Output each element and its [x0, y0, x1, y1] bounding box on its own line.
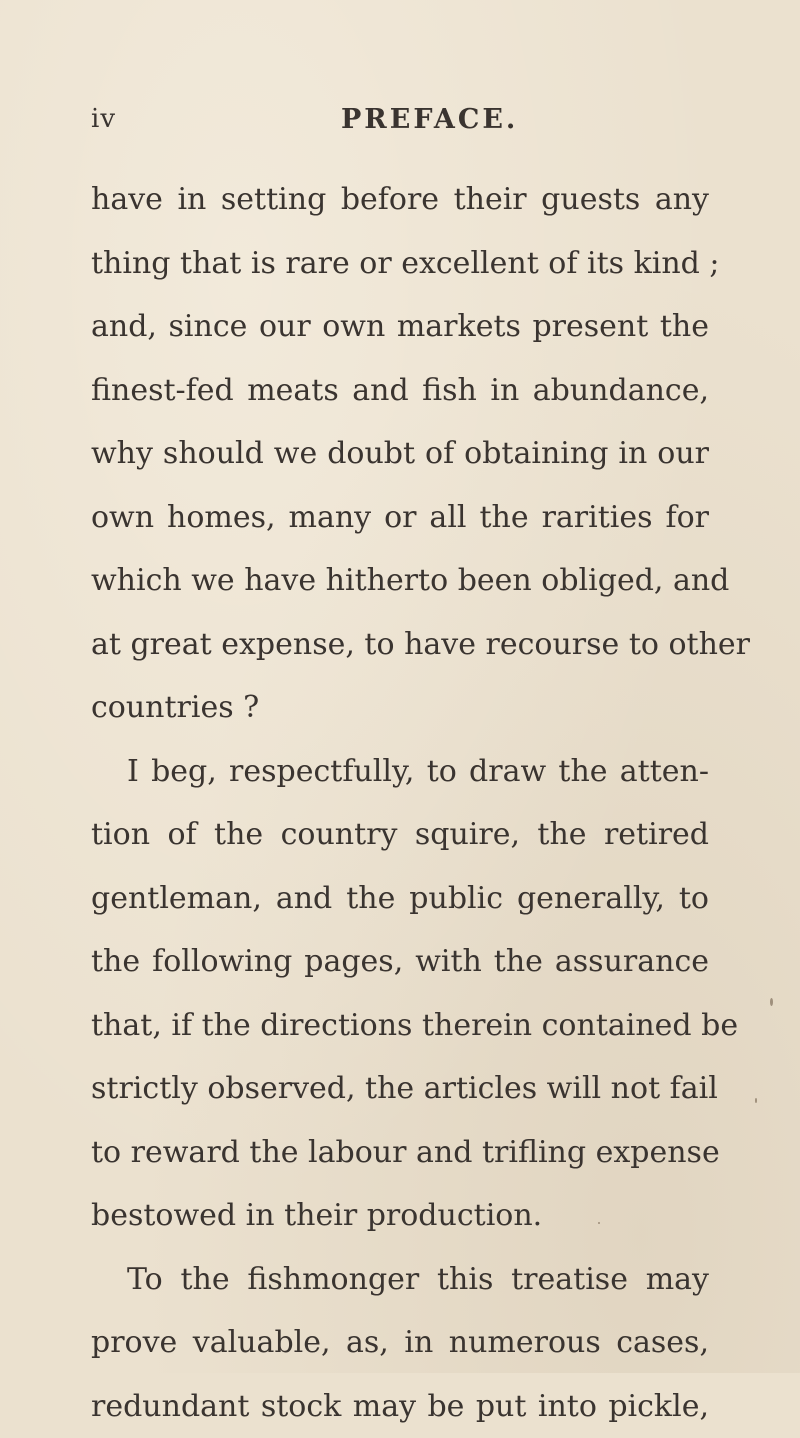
text-line: which we have hitherto been obliged, and	[91, 549, 709, 613]
text-line: own homes, many or all the rarities for	[91, 486, 709, 550]
text-line: that, if the directions therein contained be	[91, 994, 709, 1058]
text-line: I beg, respectfully, to draw the atten-	[91, 740, 709, 804]
page-header	[91, 104, 711, 144]
text-line: to reward the labour and trifling expense	[91, 1121, 709, 1185]
text-line: countries ?	[91, 676, 709, 740]
text-line: why should we doubt of obtaining in our	[91, 422, 709, 486]
text-line: bestowed in their production.	[91, 1184, 709, 1248]
text-line: at great expense, to have recourse to other	[91, 613, 709, 677]
paper-speck	[770, 998, 773, 1006]
text-line: prove valuable, as, in numerous cases,	[91, 1311, 709, 1375]
text-line: and, since our own markets present the	[91, 295, 709, 359]
body-text	[91, 168, 709, 1438]
page-number: iv	[91, 104, 116, 134]
paper-speck	[598, 1222, 600, 1224]
text-line: strictly observed, the articles will not fail	[91, 1057, 709, 1121]
text-line: have in setting before their guests any	[91, 168, 709, 232]
text-line: To the fishmonger this treatise may	[91, 1248, 709, 1312]
text-line: thing that is rare or excellent of its kind ;	[91, 232, 709, 296]
running-head: PREFACE.	[341, 104, 518, 135]
text-line: tion of the country squire, the retired	[91, 803, 709, 867]
text-line: finest-fed meats and fish in abundance,	[91, 359, 709, 423]
text-line: gentleman, and the public generally, to	[91, 867, 709, 931]
text-line: redundant stock may be put into pickle,	[91, 1375, 709, 1438]
paper-speck	[755, 1098, 757, 1103]
text-line: the following pages, with the assurance	[91, 930, 709, 994]
